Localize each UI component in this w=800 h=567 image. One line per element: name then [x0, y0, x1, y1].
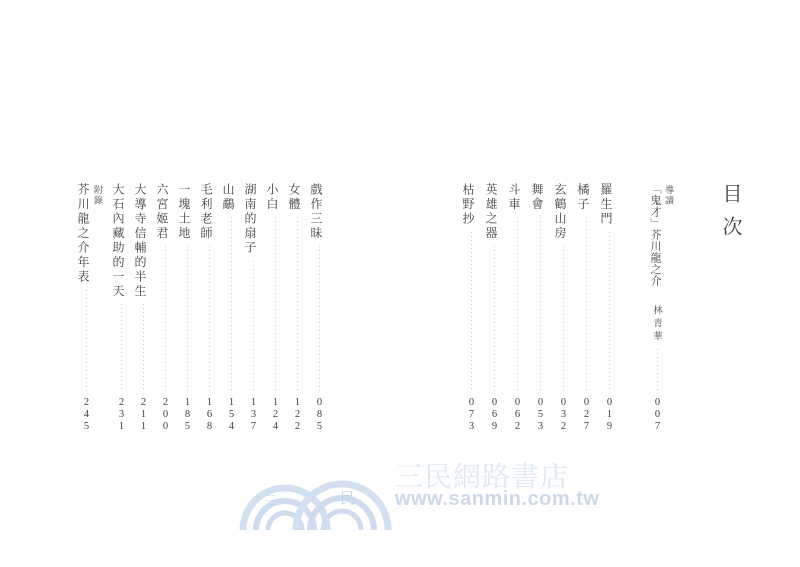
toc-entry-title: 小白 — [265, 183, 279, 212]
toc-entry — [155, 183, 171, 433]
dotted-leader — [136, 304, 149, 392]
toc-entry — [599, 183, 615, 433]
toc-entry-title: 枯野抄 — [461, 183, 475, 227]
toc-entry-page: 154 — [226, 397, 237, 433]
toc-entry — [484, 183, 500, 433]
toc-entry — [461, 183, 477, 433]
toc-entry — [576, 183, 592, 433]
toc-entry — [199, 183, 215, 433]
toc-entry — [243, 183, 259, 433]
toc-entry-title: 女體 — [287, 183, 301, 212]
toc-entry-page: 062 — [512, 397, 523, 433]
toc-entry-page: 027 — [581, 397, 592, 433]
toc-entry-page: 073 — [466, 397, 477, 433]
dotted-leader — [579, 217, 592, 392]
toc-entry-page: 053 — [535, 397, 546, 433]
watermark-url: www.sanmin.com.tw — [395, 488, 600, 510]
toc-entry-page: 137 — [248, 397, 259, 433]
toc-entry — [265, 183, 281, 433]
toc-entry — [309, 183, 325, 433]
toc-entry-title: 「鬼才」芥川龍之介 — [649, 183, 661, 287]
toc-entry-title: 大導寺信輔的半生 — [133, 183, 147, 299]
toc-entry-page: 200 — [160, 397, 171, 433]
toc-entry — [177, 183, 193, 433]
toc-entry-page: 185 — [182, 397, 193, 433]
toc-entry-page: 069 — [489, 397, 500, 433]
dotted-leader — [158, 246, 171, 392]
dotted-leader — [79, 290, 92, 393]
dotted-leader — [487, 246, 500, 392]
toc-entry — [287, 183, 303, 433]
dotted-leader — [510, 217, 523, 392]
dotted-leader — [650, 349, 663, 393]
toc-entry-label: 導讀 — [664, 185, 674, 206]
toc-entry-page: 019 — [604, 397, 615, 433]
toc-entry — [111, 183, 127, 433]
toc-entry — [507, 183, 523, 433]
dotted-leader — [268, 217, 281, 392]
toc-entry-title: 六宮姬君 — [155, 183, 169, 241]
toc-entry-title: 戲作三昧 — [309, 183, 323, 241]
toc-right-page-group — [461, 183, 676, 433]
toc-entry-author: 林青華 — [651, 304, 661, 344]
toc-entry-title: 大石內藏助的一天 — [111, 183, 125, 299]
table-of-contents — [44, 183, 745, 433]
toc-left-page-group — [76, 183, 325, 433]
toc-entry-title: 山鷸 — [221, 183, 235, 212]
toc-entry-page: 168 — [204, 397, 215, 433]
toc-entry-title: 英雄之器 — [484, 183, 498, 241]
toc-entry — [133, 183, 149, 433]
toc-entry — [221, 183, 237, 433]
toc-entry-page: 231 — [116, 397, 127, 433]
dotted-leader — [556, 246, 569, 392]
toc-entry-page: 211 — [138, 397, 149, 433]
toc-entry — [650, 183, 676, 433]
page-title: 目次 — [719, 183, 741, 249]
sanmin-rainbow-logo-icon — [225, 442, 400, 537]
dotted-leader — [533, 217, 546, 392]
toc-entry-title: 舞會 — [530, 183, 544, 212]
toc-entry-title: 羅生門 — [599, 183, 613, 227]
toc-entry-page: 032 — [558, 397, 569, 433]
dotted-leader — [246, 261, 259, 393]
toc-entry-title: 一塊土地 — [177, 183, 191, 241]
toc-entry-title: 湖南的扇子 — [243, 183, 257, 256]
toc-entry — [530, 183, 546, 433]
dotted-leader — [312, 246, 325, 392]
toc-entry-page: 007 — [652, 397, 663, 433]
toc-entry-title: 毛利老師 — [199, 183, 213, 241]
toc-entry-title: 斗車 — [507, 183, 521, 212]
toc-entry — [553, 183, 569, 433]
logo-char-min: 民 — [340, 491, 356, 507]
toc-entry-page: 085 — [314, 397, 325, 433]
toc-entry-page: 124 — [270, 397, 281, 433]
toc-entry-label: 附錄 — [93, 185, 103, 206]
dotted-leader — [224, 217, 237, 392]
toc-entry-title: 芥川龍之介年表 — [76, 183, 90, 285]
dotted-leader — [602, 232, 615, 393]
toc-entry — [76, 183, 105, 433]
toc-entry-page: 245 — [81, 397, 92, 433]
toc-entry-title: 橘子 — [576, 183, 590, 212]
dotted-leader — [202, 246, 215, 392]
dotted-leader — [180, 246, 193, 392]
dotted-leader — [114, 304, 127, 392]
toc-entry-title: 玄鶴山房 — [553, 183, 567, 241]
toc-entry-page: 122 — [292, 397, 303, 433]
logo-char-san: 三 — [265, 489, 278, 503]
dotted-leader — [464, 232, 477, 393]
dotted-leader — [290, 217, 303, 392]
watermark-store-name: 三民網路書店 — [395, 462, 570, 493]
